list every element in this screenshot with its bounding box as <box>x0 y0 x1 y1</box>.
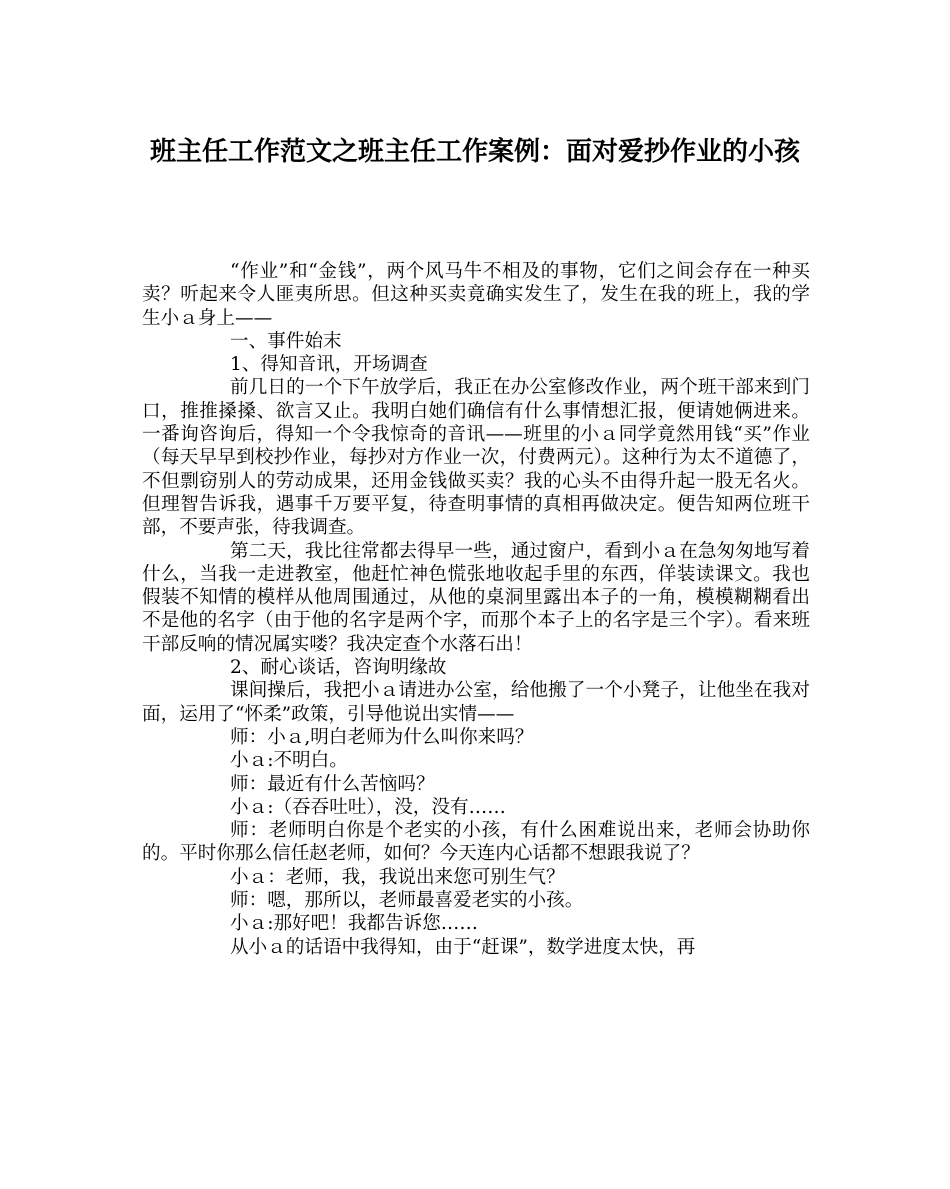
document-title: 班主任工作范文之班主任工作案例：面对爱抄作业的小孩 <box>149 137 800 167</box>
paragraph: 前几日的一个下午放学后，我正在办公室修改作业，两个班干部来到门口，推推搡搡、欲言又止。我明白她们确信有什么事情想汇报，便请她俩进来。一番询咨询后，得知一个令我惊奇的音讯——班里的小ａ同学竟然用钱“买”作业（每天早早到校抄作业，每抄对方作业一次，付费两元）。这种行为太不道德了，不但剽窃别人的劳动成果，还用金钱做买卖？我的心头不由得升起一股无名火。但理智告诉我，遇事千万要平复，待查明事情的真相再做决定。便告知两位班干部，不要声张，待我调查。 <box>142 377 810 539</box>
subsection-heading: 2、耐心谈话，咨询明缘故 <box>230 657 447 679</box>
dialogue-line: 师：最近有什么苦恼吗？ <box>230 773 435 795</box>
dialogue-line: 小ａ:（吞吞吐吐），没，没有…… <box>230 796 506 818</box>
paragraph: 第二天，我比往常都去得早一些，通过窗户，看到小ａ在急匆匆地写着什么，当我一走进教室，他赶忙神色慌张地收起手里的东西，佯装读课文。我也假装不知情的模样从他周围通过，从他的桌洞里露出本子的一角，模模糊糊看出不是他的名字（由于他的名字是两个字，而那个本子上的名字是三个字）。看来班干部反响的情况属实喽？我决定查个水落石出！ <box>142 540 810 655</box>
dialogue-line: 师：小ａ,明白老师为什么叫你来吗？ <box>230 726 534 748</box>
subsection-heading: 1、得知音讯，开场调查 <box>230 354 428 376</box>
dialogue-line: 小ａ:那好吧！我都告诉您…… <box>230 913 478 935</box>
paragraph: “作业”和“金钱”，两个风马牛不相及的事物，它们之间会存在一种买卖？听起来令人匪夷所思。但这种买卖竟确实发生了，发生在我的班上，我的学生小ａ身上—— <box>142 261 810 329</box>
dialogue-line: 小ａ：老师，我，我说出来您可别生气？ <box>230 866 565 888</box>
section-heading: 一、事件始末 <box>230 330 342 352</box>
document-body <box>142 260 810 959</box>
dialogue-line: 小ａ:不明白。 <box>230 750 348 772</box>
dialogue-line: 师：嗯，那所以，老师最喜爱老实的小孩。 <box>230 890 584 912</box>
paragraph: 从小ａ的话语中我得知，由于“赶课”，数学进度太快，再 <box>230 936 696 958</box>
paragraph: 课间操后，我把小ａ请进办公室，给他搬了一个小凳子，让他坐在我对面，运用了“怀柔”政策，引导他说出实情—— <box>142 680 810 725</box>
dialogue-line: 师：老师明白你是个老实的小孩，有什么困难说出来，老师会协助你的。平时你那么信任赵老师，如何？今天连内心话都不想跟我说了？ <box>142 820 810 865</box>
